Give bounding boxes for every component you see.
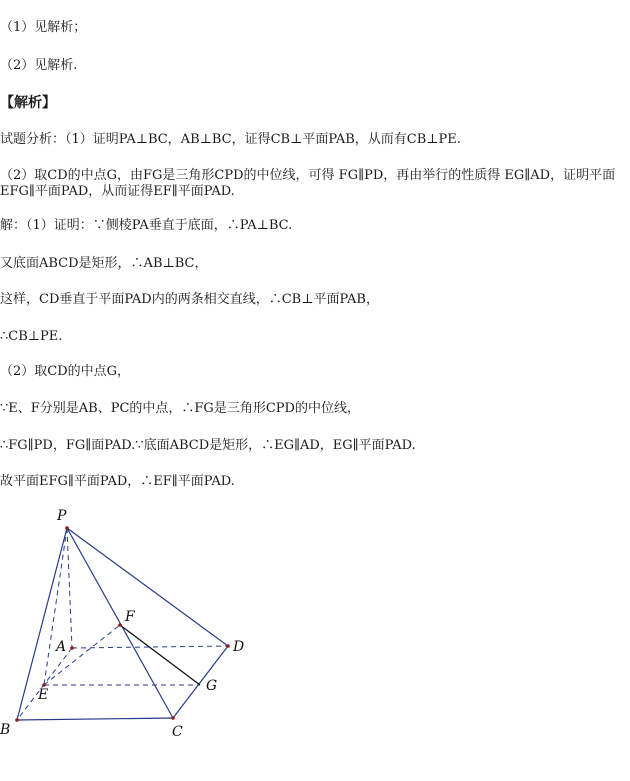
point-A	[70, 646, 74, 650]
solution-line-8: 故平面EFG∥平面PAD，∴EF∥平面PAD.	[0, 474, 235, 489]
point-B	[15, 718, 19, 722]
segment-PE	[44, 528, 67, 685]
label-P: P	[57, 508, 67, 524]
answer-1: （1）见解析；	[0, 20, 87, 35]
edge-CD	[173, 646, 228, 718]
solution-line-5: （2）取CD的中点G，	[0, 364, 131, 379]
label-G: G	[206, 678, 218, 694]
edge-PA	[67, 528, 72, 648]
label-E: E	[38, 687, 49, 703]
solution-line-6: ∵E、F分别是AB、PC的中点，∴FG是三角形CPD的中位线，	[0, 401, 360, 416]
solution-line-7: ∴FG∥PD，FG∥面PAD.∵底面ABCD是矩形，∴EG∥AD，EG∥平面PAD.	[0, 438, 416, 453]
segment-FG	[120, 625, 200, 685]
point-F	[118, 623, 122, 627]
answer-2: （2）见解析.	[0, 58, 78, 73]
edge-PD	[67, 528, 228, 646]
point-D	[226, 644, 230, 648]
analysis-paragraph-1: 试题分析：（1）证明PA⊥BC，AB⊥BC，证得CB⊥平面PAB，从而有CB⊥PE.	[0, 132, 461, 147]
label-C: C	[172, 724, 183, 740]
label-F: F	[125, 609, 135, 625]
solution-line-4: ∴CB⊥PE.	[0, 329, 63, 344]
label-B: B	[0, 722, 11, 738]
point-C	[171, 716, 175, 720]
edge-BC	[17, 718, 173, 720]
label-D: D	[233, 639, 245, 655]
pyramid-figure	[0, 500, 260, 781]
point-P	[65, 526, 69, 530]
analysis-paragraph-2-line-1: （2）取CD的中点G，由FG是三角形CPD的中位线，可得 FG∥PD，再由举行的性质得 EG∥AD，证明平面	[0, 168, 616, 183]
solution-line-3: 这样，CD垂直于平面PAD内的两条相交直线，∴CB⊥平面PAB，	[0, 292, 379, 307]
analysis-paragraph-2-line-2: EFG∥平面PAD，从而证得EF∥平面PAD.	[0, 184, 235, 199]
segment-EF	[44, 625, 120, 685]
solution-line-1: 解：（1）证明：∵侧棱PA垂直于底面，∴PA⊥BC.	[0, 218, 293, 233]
label-A: A	[56, 639, 67, 655]
section-title: 【解析】	[0, 95, 56, 111]
edge-PC	[67, 528, 173, 718]
solution-line-2: 又底面ABCD是矩形，∴AB⊥BC，	[0, 256, 208, 271]
